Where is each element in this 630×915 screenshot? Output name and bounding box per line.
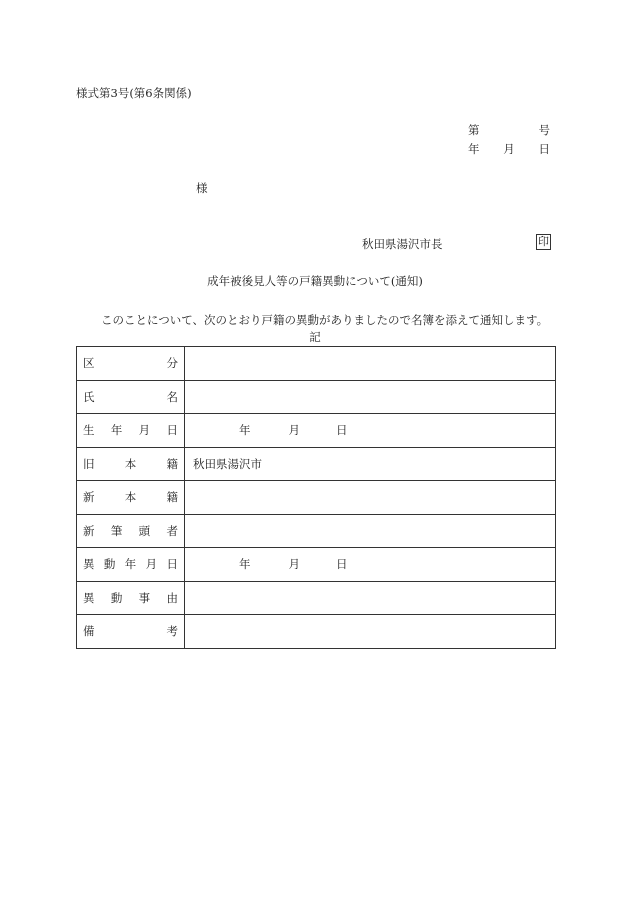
label-char: 生 <box>83 423 95 438</box>
date-unit: 年 <box>239 423 251 438</box>
doc-date-day: 日 <box>538 142 550 156</box>
label-char: 頭 <box>138 523 151 538</box>
label-char: 動 <box>103 557 116 572</box>
label-char: 者 <box>166 523 178 538</box>
doc-number-line <box>468 122 550 138</box>
row-value <box>185 447 556 481</box>
label-char: 氏 <box>83 389 95 404</box>
label-char: 新 <box>83 523 95 538</box>
table-row <box>77 347 556 381</box>
label-char: 考 <box>166 624 178 639</box>
table-row <box>77 414 556 448</box>
label-char: 日 <box>166 423 178 438</box>
label-char: 年 <box>124 557 137 572</box>
table-row <box>77 447 556 481</box>
row-value <box>185 414 556 448</box>
label-char: 籍 <box>166 490 178 505</box>
label-char: 備 <box>83 624 95 639</box>
row-label <box>77 447 185 481</box>
row-label <box>77 380 185 414</box>
label-char: 筆 <box>110 523 123 538</box>
table-row <box>77 615 556 649</box>
row-label <box>77 615 185 649</box>
row-value <box>185 615 556 649</box>
date-unit: 月 <box>288 557 300 572</box>
doc-number-dai: 第 <box>468 123 480 137</box>
seal-char: 印 <box>538 235 549 248</box>
row-value <box>185 581 556 615</box>
date-unit: 日 <box>336 557 348 572</box>
label-char: 籍 <box>166 456 178 471</box>
label-char: 新 <box>83 490 95 505</box>
date-unit: 年 <box>239 557 251 572</box>
label-char: 年 <box>110 423 123 438</box>
row-label <box>77 514 185 548</box>
table-row <box>77 481 556 515</box>
document-title: 成年被後見人等の戸籍異動について(通知) <box>207 274 423 288</box>
row-value <box>185 481 556 515</box>
doc-date-line <box>468 141 550 157</box>
ki-mark: 記 <box>309 330 321 344</box>
date-unit: 月 <box>288 423 300 438</box>
label-char: 事 <box>138 590 151 605</box>
label-char: 名 <box>166 389 178 404</box>
seal-mark <box>536 234 551 250</box>
row-value <box>185 514 556 548</box>
doc-date-month: 月 <box>503 142 515 156</box>
issuer-name: 秋田県湯沢市長 <box>362 237 443 251</box>
row-label <box>77 481 185 515</box>
label-char: 異 <box>83 590 95 605</box>
row-value <box>185 548 556 582</box>
label-char: 本 <box>124 456 137 471</box>
value-text: 秋田県湯沢市 <box>193 456 262 471</box>
form-header: 様式第3号(第6条関係) <box>76 86 192 100</box>
addressee-suffix: 様 <box>196 181 208 195</box>
row-label <box>77 548 185 582</box>
label-char: 月 <box>138 423 151 438</box>
row-value <box>185 380 556 414</box>
row-label <box>77 347 185 381</box>
record-table <box>76 346 556 649</box>
label-char: 旧 <box>83 456 95 471</box>
label-char: 由 <box>166 590 178 605</box>
label-char: 分 <box>166 356 178 371</box>
doc-date-year: 年 <box>468 142 480 156</box>
label-char: 動 <box>110 590 123 605</box>
table-row <box>77 380 556 414</box>
row-label <box>77 581 185 615</box>
label-char: 月 <box>145 557 158 572</box>
table-row <box>77 514 556 548</box>
label-char: 区 <box>83 356 95 371</box>
label-char: 本 <box>124 490 137 505</box>
row-label <box>77 414 185 448</box>
row-value <box>185 347 556 381</box>
date-unit: 日 <box>336 423 348 438</box>
label-char: 異 <box>83 557 95 572</box>
table-row <box>77 581 556 615</box>
label-char: 日 <box>166 557 178 572</box>
body-text: このことについて、次のとおり戸籍の異動がありましたので名簿を添えて通知します。 <box>101 313 549 327</box>
table-row <box>77 548 556 582</box>
doc-number-go: 号 <box>538 123 550 137</box>
